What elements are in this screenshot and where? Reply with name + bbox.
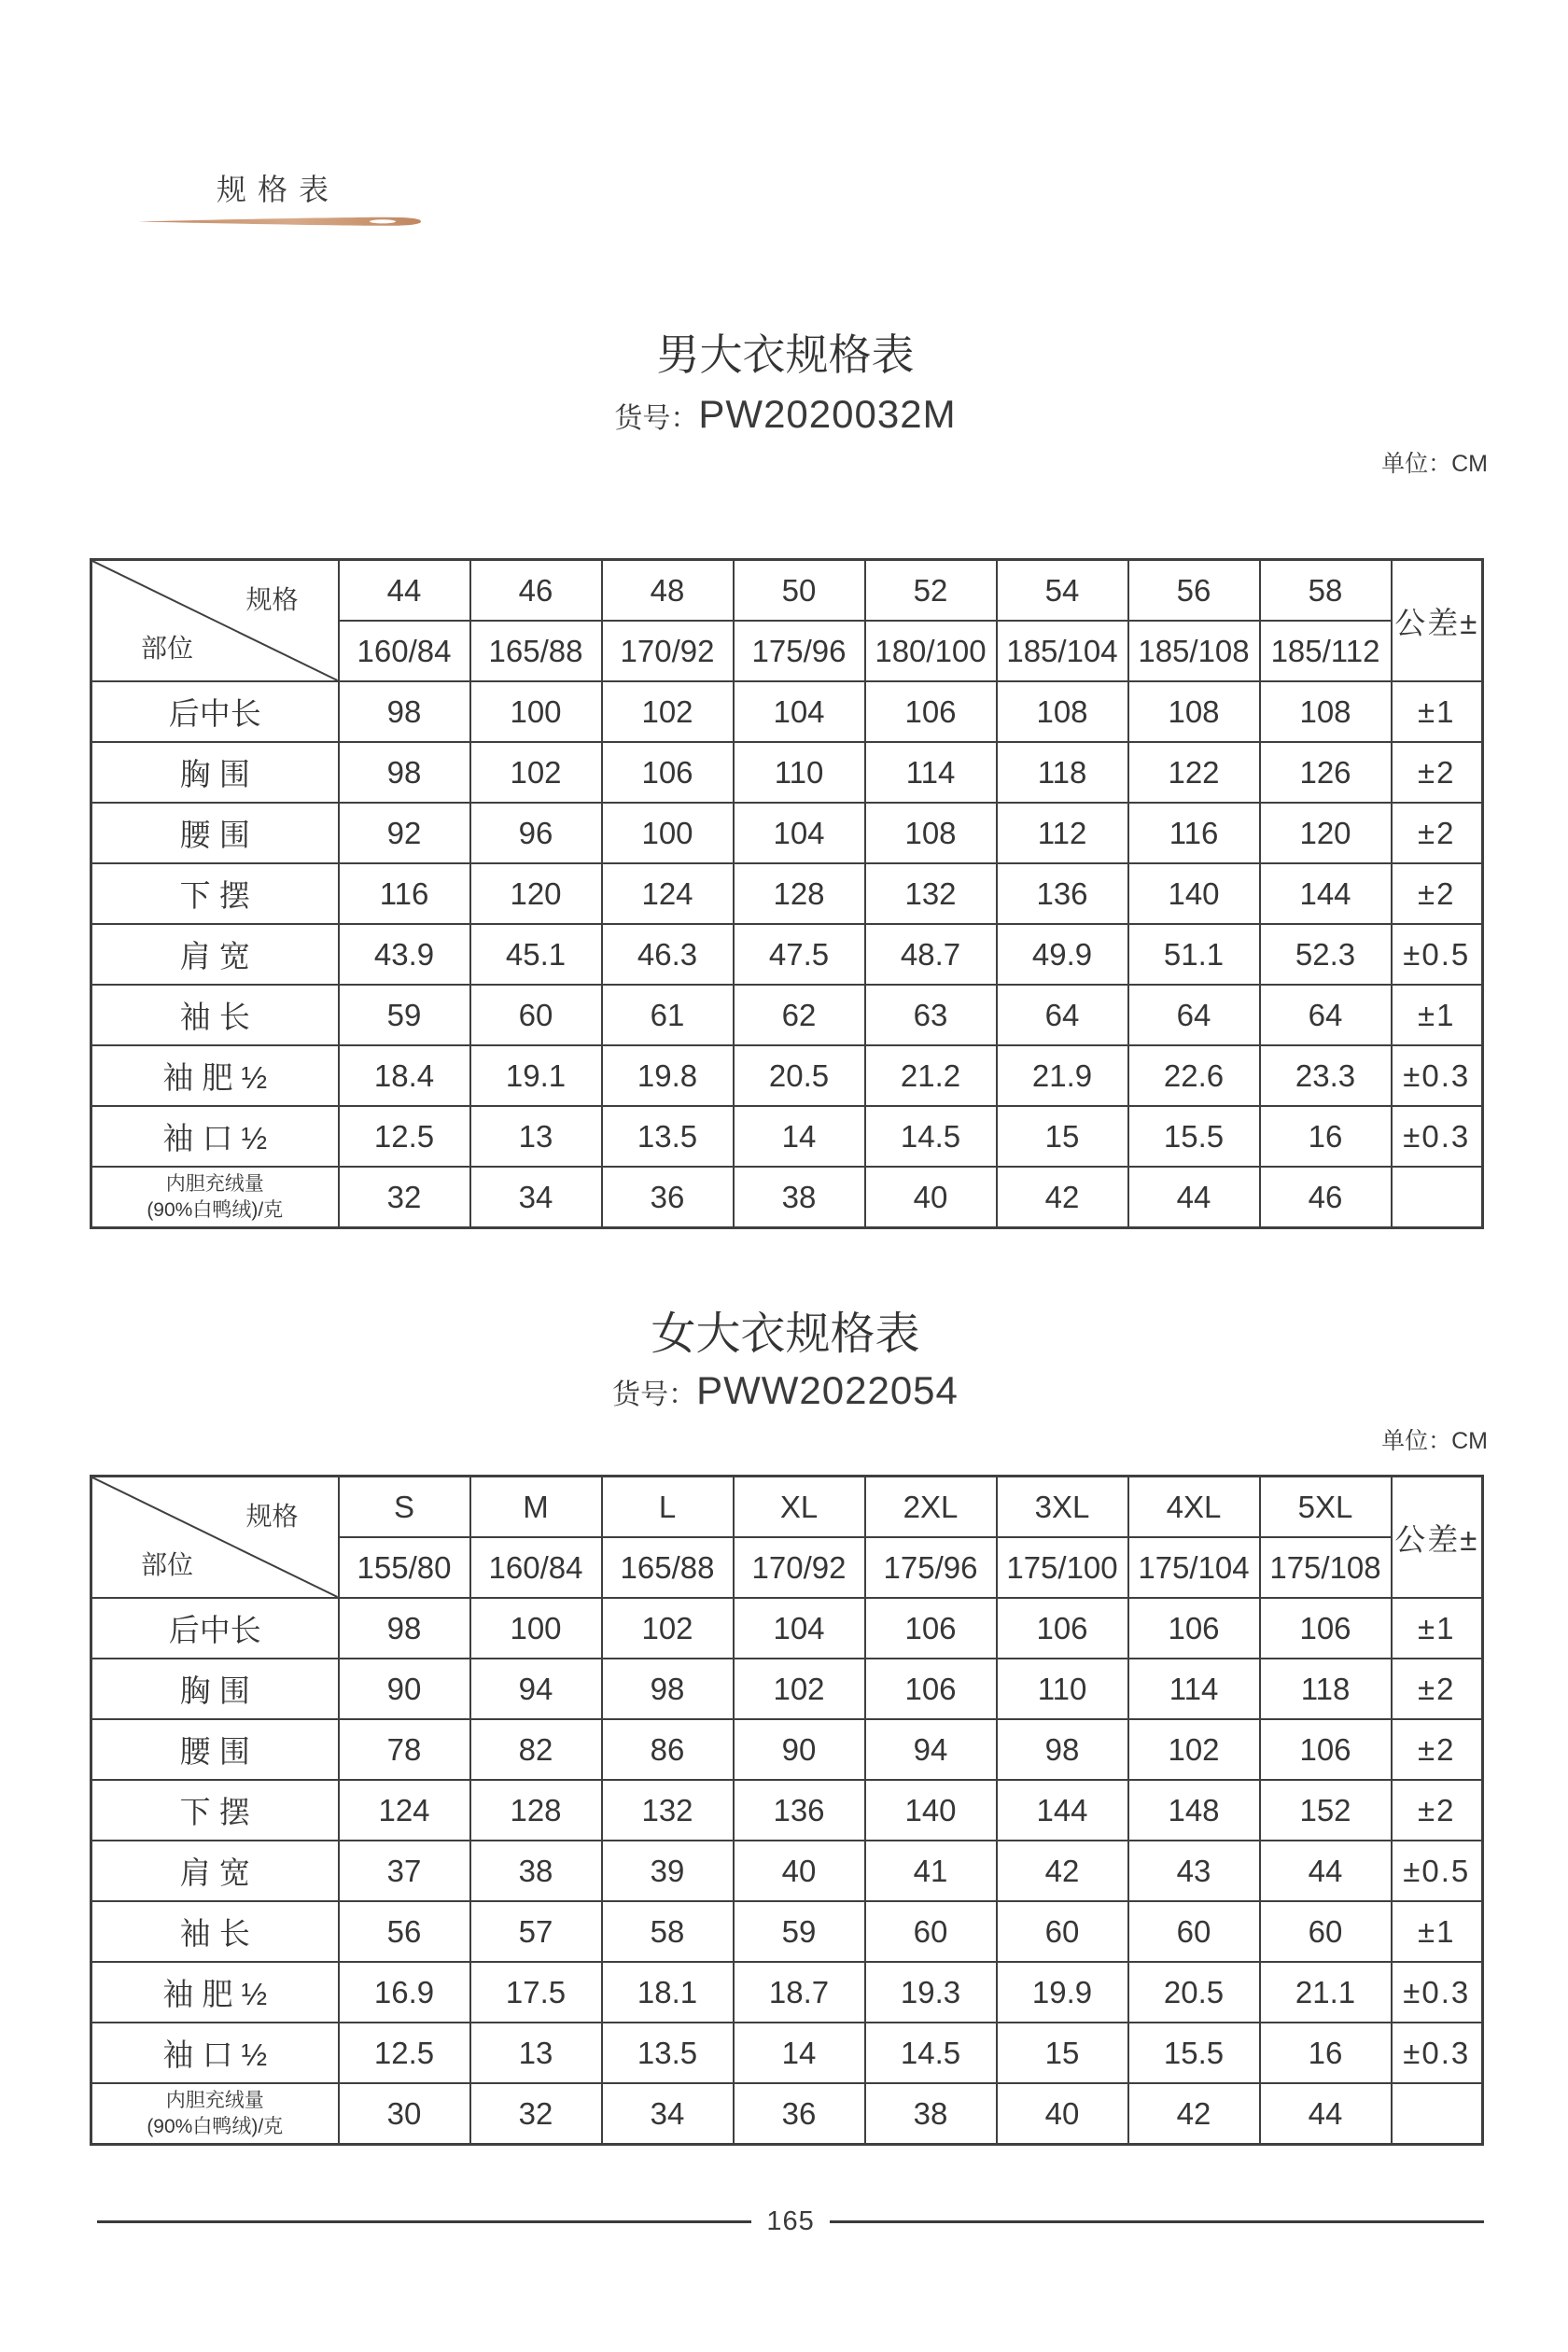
measure-value-cell: 41	[865, 1841, 997, 1901]
measure-value-cell: 64	[1128, 985, 1260, 1045]
measure-value-cell: 102	[602, 681, 734, 742]
measure-value-cell: 19.8	[602, 1045, 734, 1106]
womens-spec-table-host	[90, 1475, 1484, 2146]
tolerance-value-cell: ±1	[1392, 681, 1483, 742]
tolerance-value-cell: ±2	[1392, 803, 1483, 863]
measure-value-cell: 144	[1260, 863, 1392, 924]
corner-label-part: 部位	[141, 1550, 194, 1579]
table-row	[91, 1901, 1483, 1962]
table-row	[91, 1719, 1483, 1780]
measure-value-cell: 106	[865, 1659, 997, 1719]
measure-value-cell: 86	[602, 1719, 734, 1780]
measure-label-cell: 袖 口 ½	[91, 1106, 339, 1167]
item-number-value: PWW2022054	[696, 1368, 959, 1412]
table-row	[91, 1598, 1483, 1659]
measure-value-cell: 59	[734, 1901, 865, 1962]
measure-value-cell: 15	[997, 2023, 1128, 2083]
table-row	[91, 681, 1483, 742]
corner-label-size: 规格	[245, 585, 299, 614]
measure-value-cell: 108	[1260, 681, 1392, 742]
measure-value-cell: 104	[734, 681, 865, 742]
spec-table	[90, 1475, 1484, 2146]
measure-value-cell: 106	[865, 1598, 997, 1659]
measure-value-cell: 17.5	[470, 1962, 602, 2023]
tolerance-value-cell: ±1	[1392, 985, 1483, 1045]
measure-value-cell: 13.5	[602, 1106, 734, 1167]
measure-value-cell: 102	[470, 742, 602, 803]
measure-value-cell: 96	[470, 803, 602, 863]
height-header-cell: 185/104	[997, 621, 1128, 681]
tolerance-value-cell: ±2	[1392, 742, 1483, 803]
size-header-cell: 4XL	[1128, 1477, 1260, 1538]
measure-value-cell: 116	[339, 863, 470, 924]
measure-value-cell: 49.9	[997, 924, 1128, 985]
measure-value-cell: 106	[997, 1598, 1128, 1659]
measure-value-cell: 58	[602, 1901, 734, 1962]
height-header-cell: 175/108	[1260, 1537, 1392, 1598]
measure-value-cell: 19.1	[470, 1045, 602, 1106]
measure-value-cell: 42	[1128, 2083, 1260, 2145]
measure-value-cell: 21.1	[1260, 1962, 1392, 2023]
measure-value-cell: 15.5	[1128, 2023, 1260, 2083]
measure-value-cell: 20.5	[1128, 1962, 1260, 2023]
table-row	[91, 1841, 1483, 1901]
measure-value-cell: 60	[997, 1901, 1128, 1962]
tolerance-value-cell: ±2	[1392, 1719, 1483, 1780]
item-number-label: 货号：	[612, 1379, 697, 1410]
measure-value-cell: 38	[865, 2083, 997, 2145]
size-header-cell: M	[470, 1477, 602, 1538]
measure-value-cell: 61	[602, 985, 734, 1045]
item-number-value: PW2020032M	[698, 392, 957, 436]
measure-value-cell: 94	[865, 1719, 997, 1780]
tolerance-value-cell: ±2	[1392, 1780, 1483, 1841]
size-header-cell: 56	[1128, 560, 1260, 622]
measure-value-cell: 22.6	[1128, 1045, 1260, 1106]
measure-value-cell: 106	[1260, 1598, 1392, 1659]
measure-value-cell: 51.1	[1128, 924, 1260, 985]
measure-value-cell: 108	[865, 803, 997, 863]
tolerance-value-cell	[1392, 2083, 1483, 2145]
measure-value-cell: 42	[997, 1841, 1128, 1901]
measure-value-cell: 19.3	[865, 1962, 997, 2023]
height-header-cell: 155/80	[339, 1537, 470, 1598]
table-row	[91, 863, 1483, 924]
footer-rule-left	[97, 2220, 751, 2223]
measure-value-cell: 128	[470, 1780, 602, 1841]
measure-label-cell: 腰 围	[91, 803, 339, 863]
measure-value-cell: 140	[865, 1780, 997, 1841]
measure-value-cell: 132	[602, 1780, 734, 1841]
size-header-cell: S	[339, 1477, 470, 1538]
height-header-cell: 180/100	[865, 621, 997, 681]
diagonal-divider	[92, 1477, 338, 1597]
measure-value-cell: 32	[339, 1167, 470, 1228]
measure-value-cell: 126	[1260, 742, 1392, 803]
measure-label-cell: 袖 长	[91, 1901, 339, 1962]
measure-value-cell: 36	[734, 2083, 865, 2145]
measure-value-cell: 42	[997, 1167, 1128, 1228]
measure-value-cell: 114	[1128, 1659, 1260, 1719]
measure-value-cell: 106	[1128, 1598, 1260, 1659]
measure-value-cell: 56	[339, 1901, 470, 1962]
measure-label-cell: 胸 围	[91, 742, 339, 803]
measure-value-cell: 39	[602, 1841, 734, 1901]
corner-header-cell	[91, 560, 339, 682]
measure-value-cell: 60	[1128, 1901, 1260, 1962]
measure-value-cell: 104	[734, 803, 865, 863]
height-header-cell: 160/84	[470, 1537, 602, 1598]
measure-value-cell: 14	[734, 2023, 865, 2083]
page-header-title: 规格表	[217, 173, 341, 206]
table-row	[91, 1962, 1483, 2023]
size-header-cell: 5XL	[1260, 1477, 1392, 1538]
measure-value-cell: 46	[1260, 1167, 1392, 1228]
tolerance-value-cell: ±0.3	[1392, 1045, 1483, 1106]
measure-value-cell: 128	[734, 863, 865, 924]
measure-value-cell: 102	[602, 1598, 734, 1659]
measure-value-cell: 112	[997, 803, 1128, 863]
measure-value-cell: 148	[1128, 1780, 1260, 1841]
corner-label-part: 部位	[141, 634, 194, 663]
measure-value-cell: 13	[470, 1106, 602, 1167]
measure-value-cell: 37	[339, 1841, 470, 1901]
womens-item-number-line	[90, 1368, 1481, 1413]
measure-value-cell: 98	[339, 681, 470, 742]
mens-spec-table-host	[90, 558, 1484, 1229]
measure-value-cell: 30	[339, 2083, 470, 2145]
measure-label-cell: 袖 口 ½	[91, 2023, 339, 2083]
womens-table-title: 女大衣规格表	[651, 1309, 920, 1359]
size-header-cell: 52	[865, 560, 997, 622]
size-header-cell: 2XL	[865, 1477, 997, 1538]
measure-value-cell: 38	[470, 1841, 602, 1901]
height-header-cell: 170/92	[602, 621, 734, 681]
height-header-cell: 185/112	[1260, 621, 1392, 681]
measure-value-cell: 106	[865, 681, 997, 742]
table-row	[91, 985, 1483, 1045]
measure-value-cell: 15	[997, 1106, 1128, 1167]
measure-value-cell: 43.9	[339, 924, 470, 985]
measure-value-cell: 40	[865, 1167, 997, 1228]
measure-value-cell: 136	[734, 1780, 865, 1841]
measure-value-cell: 45.1	[470, 924, 602, 985]
measure-value-cell: 21.2	[865, 1045, 997, 1106]
measure-value-cell: 40	[734, 1841, 865, 1901]
measure-value-cell: 64	[997, 985, 1128, 1045]
size-header-row	[91, 1477, 1483, 1538]
measure-value-cell: 15.5	[1128, 1106, 1260, 1167]
height-header-cell: 165/88	[602, 1537, 734, 1598]
table-row	[91, 1659, 1483, 1719]
womens-unit-label: 单位：CM	[1381, 1428, 1488, 1454]
table-row	[91, 1045, 1483, 1106]
height-header-cell: 175/96	[865, 1537, 997, 1598]
height-header-cell: 175/96	[734, 621, 865, 681]
measure-label-cell: 胸 围	[91, 1659, 339, 1719]
measure-label-cell: 内胆充绒量 (90%白鸭绒)/克	[91, 2083, 339, 2145]
measure-value-cell: 44	[1260, 1841, 1392, 1901]
page-footer	[97, 2206, 1484, 2237]
size-header-cell: 46	[470, 560, 602, 622]
table-row	[91, 1780, 1483, 1841]
measure-label-cell: 肩 宽	[91, 924, 339, 985]
measure-value-cell: 104	[734, 1598, 865, 1659]
measure-value-cell: 116	[1128, 803, 1260, 863]
measure-value-cell: 122	[1128, 742, 1260, 803]
footer-rule-right	[830, 2220, 1484, 2223]
measure-value-cell: 136	[997, 863, 1128, 924]
tolerance-value-cell: ±0.5	[1392, 1841, 1483, 1901]
table-row	[91, 1106, 1483, 1167]
measure-value-cell: 120	[470, 863, 602, 924]
tolerance-value-cell: ±0.3	[1392, 1106, 1483, 1167]
measure-value-cell: 40	[997, 2083, 1128, 2145]
measure-value-cell: 102	[1128, 1719, 1260, 1780]
measure-value-cell: 102	[734, 1659, 865, 1719]
measure-value-cell: 100	[470, 1598, 602, 1659]
size-header-cell: 3XL	[997, 1477, 1128, 1538]
table-row	[91, 2083, 1483, 2145]
measure-value-cell: 21.9	[997, 1045, 1128, 1106]
measure-value-cell: 18.4	[339, 1045, 470, 1106]
measure-value-cell: 114	[865, 742, 997, 803]
measure-value-cell: 16	[1260, 1106, 1392, 1167]
corner-label-size: 规格	[245, 1502, 299, 1531]
measure-value-cell: 98	[339, 742, 470, 803]
measure-value-cell: 98	[602, 1659, 734, 1719]
size-header-cell: 54	[997, 560, 1128, 622]
measure-value-cell: 16.9	[339, 1962, 470, 2023]
measure-value-cell: 63	[865, 985, 997, 1045]
measure-value-cell: 140	[1128, 863, 1260, 924]
measure-value-cell: 59	[339, 985, 470, 1045]
height-header-cell: 185/108	[1128, 621, 1260, 681]
measure-label-cell: 腰 围	[91, 1719, 339, 1780]
tolerance-header-cell: 公差±	[1392, 1477, 1483, 1599]
measure-value-cell: 32	[470, 2083, 602, 2145]
tolerance-value-cell	[1392, 1167, 1483, 1228]
size-header-cell: L	[602, 1477, 734, 1538]
mens-item-number-line	[90, 392, 1481, 437]
size-header-cell: 58	[1260, 560, 1392, 622]
measure-value-cell: 132	[865, 863, 997, 924]
measure-value-cell: 62	[734, 985, 865, 1045]
diagonal-divider	[92, 561, 338, 680]
tolerance-header-cell: 公差±	[1392, 560, 1483, 682]
measure-value-cell: 98	[339, 1598, 470, 1659]
measure-value-cell: 23.3	[1260, 1045, 1392, 1106]
measure-label-cell: 后中长	[91, 1598, 339, 1659]
measure-value-cell: 36	[602, 1167, 734, 1228]
measure-value-cell: 52.3	[1260, 924, 1392, 985]
measure-value-cell: 144	[997, 1780, 1128, 1841]
measure-value-cell: 60	[1260, 1901, 1392, 1962]
measure-value-cell: 34	[470, 1167, 602, 1228]
measure-value-cell: 13.5	[602, 2023, 734, 2083]
measure-value-cell: 38	[734, 1167, 865, 1228]
measure-value-cell: 98	[997, 1719, 1128, 1780]
measure-value-cell: 100	[470, 681, 602, 742]
measure-label-cell: 后中长	[91, 681, 339, 742]
measure-value-cell: 16	[1260, 2023, 1392, 2083]
measure-value-cell: 14.5	[865, 2023, 997, 2083]
measure-label-cell: 肩 宽	[91, 1841, 339, 1901]
size-header-cell: 50	[734, 560, 865, 622]
measure-value-cell: 100	[602, 803, 734, 863]
measure-value-cell: 78	[339, 1719, 470, 1780]
measure-value-cell: 20.5	[734, 1045, 865, 1106]
measure-value-cell: 82	[470, 1719, 602, 1780]
tolerance-value-cell: ±2	[1392, 1659, 1483, 1719]
measure-value-cell: 106	[1260, 1719, 1392, 1780]
height-header-cell: 165/88	[470, 621, 602, 681]
measure-label-cell: 袖 肥 ½	[91, 1045, 339, 1106]
measure-value-cell: 118	[1260, 1659, 1392, 1719]
height-header-cell: 170/92	[734, 1537, 865, 1598]
height-header-cell: 160/84	[339, 621, 470, 681]
table-row	[91, 803, 1483, 863]
measure-value-cell: 12.5	[339, 1106, 470, 1167]
measure-value-cell: 19.9	[997, 1962, 1128, 2023]
measure-value-cell: 64	[1260, 985, 1392, 1045]
measure-value-cell: 106	[602, 742, 734, 803]
measure-value-cell: 90	[734, 1719, 865, 1780]
tolerance-value-cell: ±0.3	[1392, 1962, 1483, 2023]
tolerance-value-cell: ±0.3	[1392, 2023, 1483, 2083]
measure-label-cell: 袖 肥 ½	[91, 1962, 339, 2023]
measure-value-cell: 118	[997, 742, 1128, 803]
measure-label-cell: 下 摆	[91, 1780, 339, 1841]
measure-label-cell: 袖 长	[91, 985, 339, 1045]
measure-value-cell: 46.3	[602, 924, 734, 985]
measure-value-cell: 13	[470, 2023, 602, 2083]
measure-value-cell: 110	[997, 1659, 1128, 1719]
measure-label-cell: 内胆充绒量 (90%白鸭绒)/克	[91, 1167, 339, 1228]
measure-value-cell: 94	[470, 1659, 602, 1719]
measure-value-cell: 43	[1128, 1841, 1260, 1901]
measure-value-cell: 14.5	[865, 1106, 997, 1167]
table-row	[91, 1167, 1483, 1228]
item-number-label: 货号：	[614, 403, 699, 434]
mens-unit-label: 单位：CM	[1381, 451, 1488, 477]
measure-value-cell: 48.7	[865, 924, 997, 985]
measure-value-cell: 108	[1128, 681, 1260, 742]
measure-value-cell: 47.5	[734, 924, 865, 985]
corner-header-cell	[91, 1477, 339, 1599]
measure-value-cell: 152	[1260, 1780, 1392, 1841]
size-header-cell: 48	[602, 560, 734, 622]
measure-value-cell: 57	[470, 1901, 602, 1962]
measure-value-cell: 44	[1260, 2083, 1392, 2145]
measure-value-cell: 60	[470, 985, 602, 1045]
size-header-row	[91, 560, 1483, 622]
measure-value-cell: 18.1	[602, 1962, 734, 2023]
table-row	[91, 924, 1483, 985]
measure-value-cell: 18.7	[734, 1962, 865, 2023]
measure-label-cell: 下 摆	[91, 863, 339, 924]
measure-value-cell: 34	[602, 2083, 734, 2145]
table-row	[91, 742, 1483, 803]
tolerance-value-cell: ±1	[1392, 1901, 1483, 1962]
height-header-cell: 175/100	[997, 1537, 1128, 1598]
measure-value-cell: 120	[1260, 803, 1392, 863]
measure-value-cell: 110	[734, 742, 865, 803]
needle-decoration-icon	[138, 214, 429, 230]
tolerance-value-cell: ±1	[1392, 1598, 1483, 1659]
measure-value-cell: 124	[602, 863, 734, 924]
tolerance-value-cell: ±0.5	[1392, 924, 1483, 985]
table-row	[91, 2023, 1483, 2083]
height-header-cell: 175/104	[1128, 1537, 1260, 1598]
measure-value-cell: 90	[339, 1659, 470, 1719]
measure-value-cell: 12.5	[339, 2023, 470, 2083]
measure-value-cell: 92	[339, 803, 470, 863]
measure-value-cell: 14	[734, 1106, 865, 1167]
page-number: 165	[766, 2206, 815, 2236]
measure-value-cell: 108	[997, 681, 1128, 742]
measure-value-cell: 60	[865, 1901, 997, 1962]
tolerance-value-cell: ±2	[1392, 863, 1483, 924]
mens-table-title: 男大衣规格表	[656, 330, 915, 379]
size-header-cell: 44	[339, 560, 470, 622]
measure-value-cell: 124	[339, 1780, 470, 1841]
measure-value-cell: 44	[1128, 1167, 1260, 1228]
spec-table	[90, 558, 1484, 1229]
size-header-cell: XL	[734, 1477, 865, 1538]
